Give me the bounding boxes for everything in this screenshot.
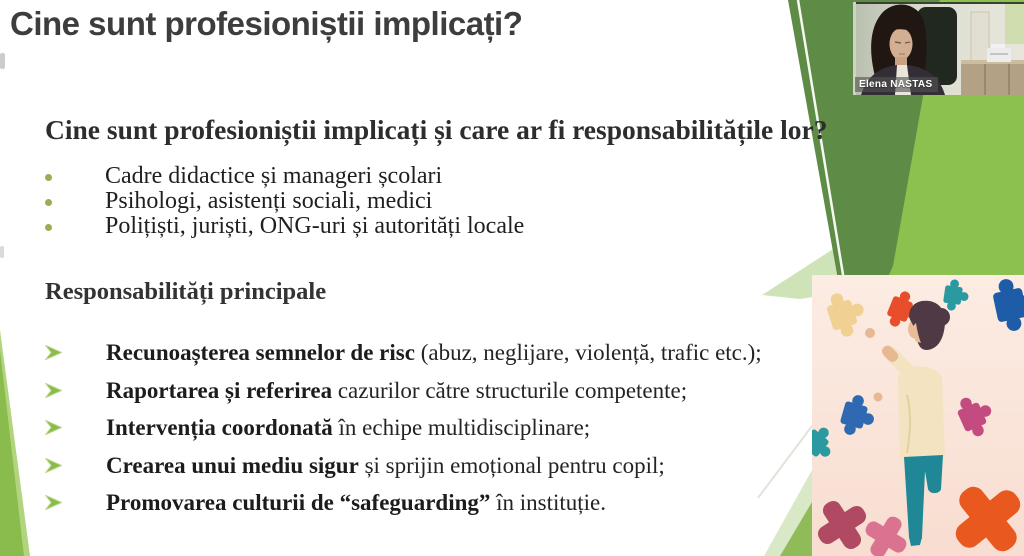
professionals-list	[45, 164, 745, 239]
list-item-text: Intervenția coordonată în echipe multidisciplinare;	[106, 415, 591, 440]
list-item-text: Promovarea culturii de “safeguarding” în instituție.	[106, 490, 607, 515]
webcam-video-tile[interactable]	[853, 2, 1024, 95]
list-item	[45, 189, 745, 214]
list-item-text: Psihologi, asistenți sociali, medici	[105, 188, 433, 214]
list-item-text: Raportarea și referirea cazurilor către structurile competente;	[106, 377, 688, 403]
arrow-bullet-icon	[45, 345, 62, 365]
list-item	[45, 341, 835, 364]
arrow-bullet-icon	[45, 495, 62, 515]
participant-name-label: Elena NASTAS	[855, 77, 938, 92]
video-artifact	[0, 246, 4, 258]
list-item-text: Recunoașterea semnelor de risc (abuz, neglijare, violență, trafic etc.);	[106, 340, 762, 365]
dot-icon	[45, 174, 52, 181]
list-item	[45, 214, 745, 239]
video-artifact	[0, 53, 5, 69]
list-item	[45, 454, 835, 477]
list-item-text: Crearea unui mediu sigur și sprijin emoțional pentru copil;	[106, 452, 665, 478]
arrow-bullet-icon	[45, 458, 62, 478]
dot-icon	[45, 199, 52, 206]
arrow-bullet-icon	[45, 383, 62, 403]
page-title: Cine sunt profesioniștii implicați?	[10, 5, 523, 42]
list-item	[45, 416, 835, 439]
slide-heading: Cine sunt profesioniștii implicați și care ar fi responsabilitățile lor?	[45, 114, 828, 145]
list-item-text: Cadre didactice și manageri școlari	[105, 163, 443, 189]
left-green-wedge	[0, 328, 32, 556]
list-item	[45, 491, 835, 514]
responsibilities-list	[45, 341, 835, 514]
list-item-text: Polițiști, juriști, ONG-uri și autorități locale	[105, 213, 525, 239]
puzzle-person-illustration	[812, 275, 1024, 556]
subheading: Responsabilități principale	[45, 278, 327, 305]
list-item	[45, 164, 745, 189]
dot-icon	[45, 224, 52, 231]
arrow-bullet-icon	[45, 420, 62, 440]
list-item	[45, 379, 835, 402]
